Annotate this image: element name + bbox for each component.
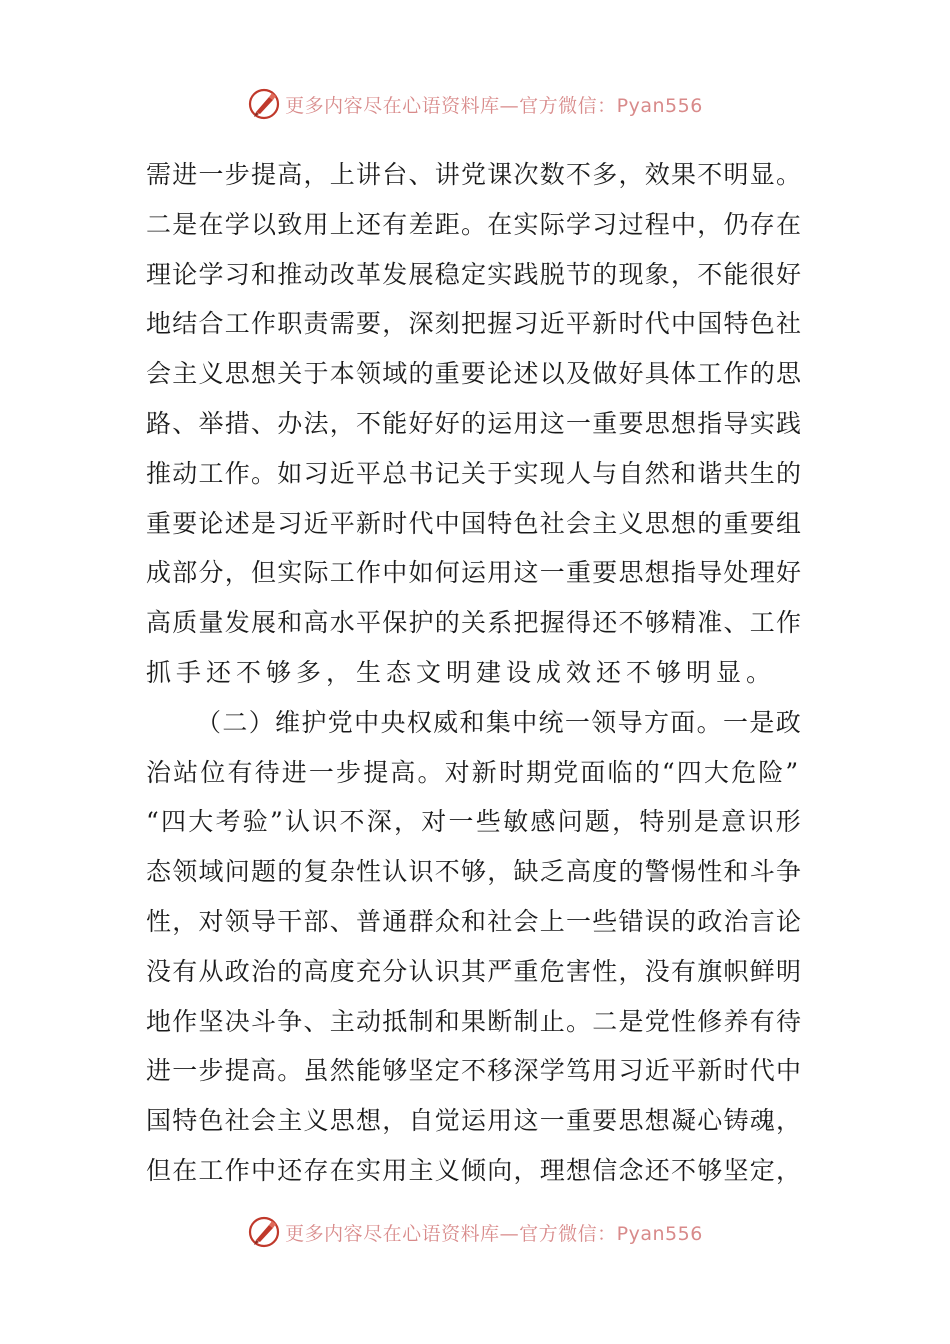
text-line: 需进一步提高，上讲台、讲党课次数不多，效果不明显。: [146, 160, 803, 189]
text-line: 会主义思想关于本领域的重要论述以及做好具体工作的思: [146, 359, 803, 389]
section-heading-line: （二）维护党中央权威和集中统一领导方面。一是政: [196, 707, 803, 737]
watermark-site-text: 更多内容尽在心语资料库—: [285, 94, 520, 117]
text-line: 高质量发展和高水平保护的关系把握得还不够精准、工作: [146, 608, 803, 638]
pen-logo-icon: [247, 87, 281, 121]
pen-logo-icon: [247, 1215, 281, 1249]
header-watermark-banner: [0, 84, 950, 124]
text-line: 没有从政治的高度充分认识其严重危害性，没有旗帜鲜明: [146, 956, 803, 986]
watermark-site-text: 更多内容尽在心语资料库—: [285, 1222, 520, 1245]
text-line: 路、举措、办法，不能好好的运用这一重要思想指导实践: [146, 408, 803, 438]
text-line: 成部分，但实际工作中如何运用这一重要思想指导处理好: [146, 558, 803, 588]
document-body: [146, 150, 806, 1196]
text-line: 地结合工作职责需要，深刻把握习近平新时代中国特色社: [146, 309, 803, 339]
text-line: 态领域问题的复杂性认识不够，缺乏高度的警惕性和斗争: [146, 857, 803, 887]
text-line: 重要论述是习近平新时代中国特色社会主义思想的重要组: [146, 508, 803, 538]
text-line: 治站位有待进一步提高。对新时期党面临的“四大危险”: [146, 757, 801, 787]
watermark-wechat-text: 官方微信：Pyan556: [519, 1222, 703, 1245]
text-line: 地作坚决斗争、主动抵制和果断制止。二是党性修养有待: [146, 1006, 803, 1036]
text-line: “四大考验”认识不深，对一些敏感问题，特别是意识形: [146, 807, 803, 837]
text-line: 理论学习和推动改革发展稳定实践脱节的现象，不能很好: [146, 259, 803, 289]
text-line: 但在工作中还存在实用主义倾向，理想信念还不够坚定，: [146, 1155, 803, 1185]
text-line: 二是在学以致用上还有差距。在实际学习过程中，仍存在: [146, 209, 803, 239]
watermark-wechat-text: 官方微信：Pyan556: [519, 94, 703, 117]
text-line: 进一步提高。虽然能够坚定不移深学笃用习近平新时代中: [146, 1056, 803, 1086]
text-line: 国特色社会主义思想，自觉运用这一重要思想凝心铸魂，: [146, 1106, 803, 1136]
footer-watermark-banner: [0, 1212, 950, 1252]
text-line: 性，对领导干部、普通群众和社会上一些错误的政治言论: [146, 906, 803, 936]
text-line: 推动工作。如习近平总书记关于实现人与自然和谐共生的: [146, 458, 803, 488]
text-line: 抓手还不够多，生态文明建设成效还不够明显。: [146, 657, 777, 687]
